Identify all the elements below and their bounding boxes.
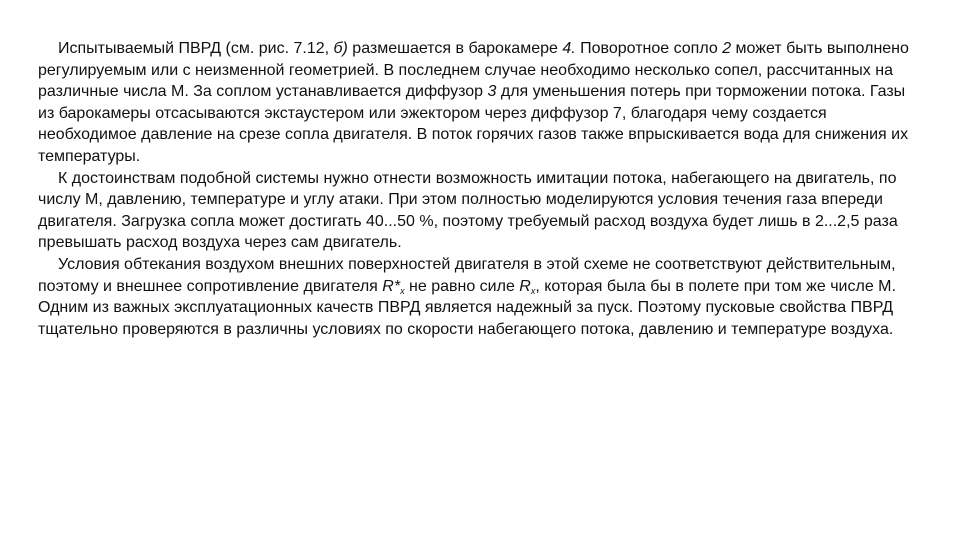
p1-italic-4: 3 <box>487 83 497 101</box>
p3-subscript-2: x <box>530 285 536 296</box>
p3-symbol-2: R <box>519 277 531 295</box>
paragraph-2 <box>38 168 923 254</box>
paragraph-1 <box>38 38 923 168</box>
p1-text-5: для уменьшения потерь при торможении потока. Газы из барокамеры отсасываются экстаустером или эжектором через диффузор 7, благодаря чему создается необходимое давление на срезе сопла двигателя. В поток горячих газов также впрыскивается вода для снижения их температуры. <box>38 83 909 165</box>
p1-italic-2: 4. <box>562 40 576 57</box>
p2-text: К достоинствам подобной системы нужно отнести возможность имитации потока, набегающего на двигатель, по числу М, давлению, температуре и углу атаки. При этом полностью моделируются условия течения газа впереди двигателя. Загрузка сопла может достигать 40...50 %, поэтому требуемый расход воздуха будет лишь в 2...2,5 раза превышать расход воздуха через сам двигатель. <box>38 169 898 252</box>
p1-text-2: размешается в барокамере <box>347 40 563 57</box>
p1-italic-3: 2 <box>722 40 732 57</box>
p3-symbol-1: R* <box>382 277 401 295</box>
document-body <box>38 38 923 340</box>
paragraph-3 <box>38 254 923 340</box>
p3-subscript-1: x <box>400 285 405 296</box>
p1-text-4: может быть выполнено регулируемым или с неизменной геометрией. В последнем случае необходимо несколько сопел, рассчитанных на различные числа М. За соплом устанавливается диффузор <box>38 40 909 101</box>
p3-text-3: , которая была бы в полете при том же числе М. Одним из важных эксплуатационных качеств ПВРД является надежный за пуск. Поэтому пусковые свойства ПВРД тщательно проверяются в различны условиях по скорости набегающего потока, давлению и температуре воздуха. <box>38 277 896 338</box>
p3-text-1: Условия обтекания воздухом внешних поверхностей двигателя в этой схеме не соответствуют действительным, поэтому и внешнее сопротивление двигателя <box>38 255 896 295</box>
p1-text-3: Поворотное сопло <box>575 40 723 57</box>
p1-text-1: Испытываемый ПВРД (см. рис. 7.12, <box>58 40 334 57</box>
p3-text-2: не равно силе <box>404 277 520 295</box>
p1-italic-1: б) <box>333 40 348 57</box>
